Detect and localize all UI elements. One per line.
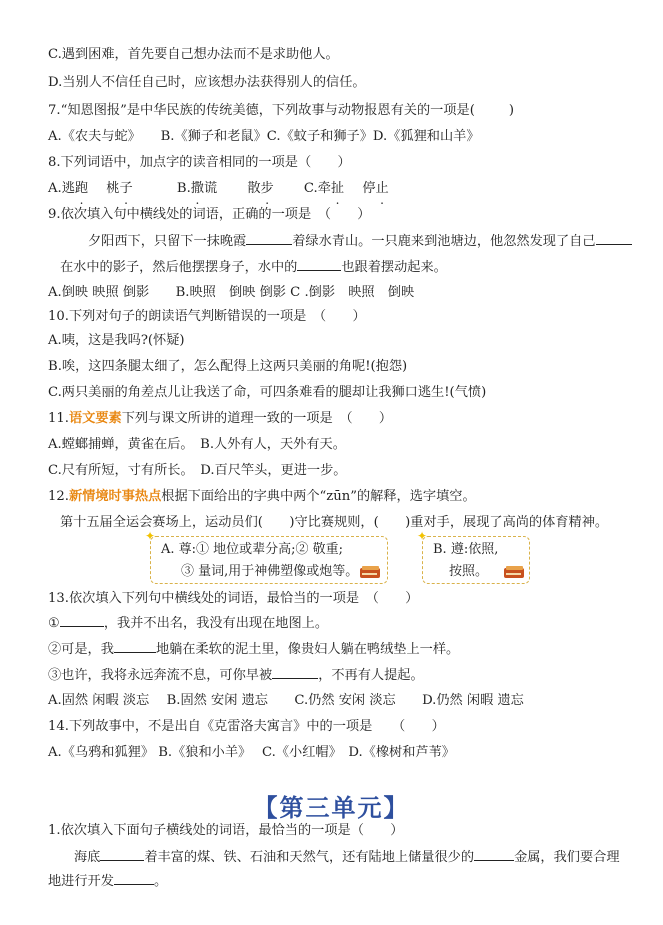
q12-sentence: 第十五届全运会赛场上，运动员们( )守比赛规则，( )重对手，展现了高尚的体育精神。 [60,515,609,530]
q14-options: A.《乌鸦和狐狸》 B.《狼和小羊》 C.《小红帽》 D.《橡树和芦苇》 [48,745,455,760]
q13-s1-b: ，我并不出名，我没有出现在地图上。 [103,616,329,631]
u3q1-blank-3 [114,872,154,885]
q8-a1-dotted-char: 跑 [74,181,89,196]
q8-b-label: B. [176,181,191,196]
dictionary-box-b [417,529,530,584]
q8-a-label: A. [48,181,62,196]
q13-s3-a: ③也许，我将永远奔流不息，可你早被 [48,668,273,683]
q13-blank-1 [60,614,104,627]
q9-passage-line2 [60,258,447,277]
q7-options: A.《农夫与蛇》 B.《狮子和老鼠》C.《蚊子和狮子》D.《狐狸和山羊》 [48,129,480,144]
q8-options [48,180,389,198]
dictionary-b-line1: B. 遵:依照, [433,542,499,557]
q11-stem-text: 下列与课文所讲的道理一致的一项是 （ ） [121,411,393,426]
q10-option-a: A.咦，这是我吗?(怀疑) [48,333,185,348]
q10-option-c: C.两只美丽的角差点儿让我送了命，可四条难看的腿却让我狮口逃生!(气愤) [48,385,487,400]
q13-sentence-1 [48,614,328,633]
q11-stem [48,410,392,428]
q9-p1-a: 夕阳西下，只留下一抹晚霞 [88,234,247,249]
q9-p2-b: 也跟着摆动起来。 [341,260,447,275]
q11-tag: 语文要素 [68,411,122,426]
q8-c2-dotted-char: 止 [375,181,389,196]
q13-s2-b: 地躺在柔软的泥土里，像贵妇人躺在鸭绒垫上一样。 [155,642,460,657]
u3q1-blank-2 [474,848,514,861]
q12-number: 12. [48,489,69,504]
q13-s2-a: ②可是，我 [48,642,114,657]
q8-b2: 散 [247,181,261,196]
q7-stem-end: ) [508,103,514,118]
q12-stem [48,488,476,506]
q9-passage-line1 [88,232,632,251]
q6-option-d: D.当别人不信任自己时，应该想办法获得别人的信任。 [48,75,366,90]
q8-c2: 停 [362,181,376,196]
q8-b1-dotted-char: 撒 [190,181,204,196]
u3q1-blank-1 [100,848,144,861]
u3q1-p1-b: 着丰富的煤、铁、石油和天然气，还有陆地上储量很少的 [144,850,475,865]
q13-options: A.固然 闲暇 淡忘 B.固然 安闲 遗忘 C.仍然 安闲 淡忘 D.仍然 闲暇 遗忘 [48,693,524,708]
q9-blank-1 [246,232,292,245]
q8-a2-dotted-char: 子 [119,181,133,196]
q11-options-row2: C.尺有所短，寸有所长。 D.百尺竿头，更进一步。 [48,463,347,478]
q7-stem [48,102,514,120]
sparkle-icon: ✦ [145,529,156,543]
q13-stem: 13.依次填入下列句中横线处的词语，最恰当的一项是 （ ） [48,591,419,606]
sparkle-icon: ✦ [417,529,428,543]
q13-sentence-2 [48,640,459,659]
q8-c1: 牵 [317,181,331,196]
u3-q1-stem: 1.依次填入下面句子横线处的词语，最恰当的一项是（ ） [48,823,404,838]
q8-b2-dotted-char: 步 [260,181,274,196]
q13-blank-2 [114,640,156,653]
q13-s1-a: ① [48,616,60,631]
book-icon [359,565,381,579]
q8-a1: 逃 [61,181,75,196]
dictionary-a-line2: ③ 量词,用于神佛塑像或炮等。 [181,564,359,579]
q8-b1: 谎 [203,181,218,196]
q10-option-b: B.唉，这四条腿太细了，怎么配得上这两只美丽的角呢!(抱怨) [48,359,408,374]
q8-c-label: C. [303,181,318,196]
q9-blank-2 [596,232,632,245]
dictionary-a-line1: A. 尊:① 地位或辈分高;② 敬重; [161,542,344,557]
q12-stem-text: 根据下面给出的字典中两个“zūn”的解释，选字填空。 [161,489,476,504]
u3-q1-passage-line1 [74,848,620,867]
q11-number: 11. [48,411,69,426]
q13-sentence-3 [48,666,424,685]
u3q1-p1-c: 金属，我们要合理 [514,850,620,865]
unit-title: 【第三单元】 [253,793,410,822]
q8-c1-dotted-char: 扯 [330,181,345,196]
q9-p2-a: 在水中的影子，然后他摆摆身子，水中的 [60,260,298,275]
q7-stem-text: 7.“知恩图报”是中华民族的传统美德，下列故事与动物报恩有关的一项是( [48,103,475,118]
q9-options: A.倒映 映照 倒影 B.映照 倒映 倒影 C .倒影 映照 倒映 [48,285,415,300]
q11-options-row1: A.螳螂捕蝉，黄雀在后。 B.人外有人，天外有天。 [48,437,346,452]
q9-p1-b: 着绿水青山。一只鹿来到池塘边，他忽然发现了自己 [292,234,596,249]
q14-stem: 14.下列故事中，不是出自《克雷洛夫寓言》中的一项是 （ ） [48,719,445,734]
q8-stem: 8.下列词语中，加点字的读音相同的一项是（ ） [48,155,351,170]
u3q1-p2-b: 。 [153,874,168,889]
u3q1-p2-a: 地进行开发 [48,874,114,889]
u3q1-p1-a: 海底 [74,850,101,865]
q12-tag: 新情境时事热点 [68,489,162,504]
dictionary-box-a [145,529,388,584]
q6-option-c: C.遇到困难，首先要自己想办法而不是求助他人。 [48,47,339,62]
q9-blank-3 [297,258,341,271]
dictionary-b-line2: 按照。 [449,564,489,579]
q13-s3-b: ，不再有人提起。 [318,668,424,683]
book-icon [503,565,525,579]
u3-q1-passage-line2 [48,872,167,891]
q10-stem: 10.下列对句子的朗读语气判断错误的一项是 （ ） [48,309,366,324]
q8-a2: 桃 [106,181,120,196]
q13-blank-3 [272,666,318,679]
q9-stem: 9.依次填入句中横线处的词语，正确的一项是 （ ） [48,207,371,222]
